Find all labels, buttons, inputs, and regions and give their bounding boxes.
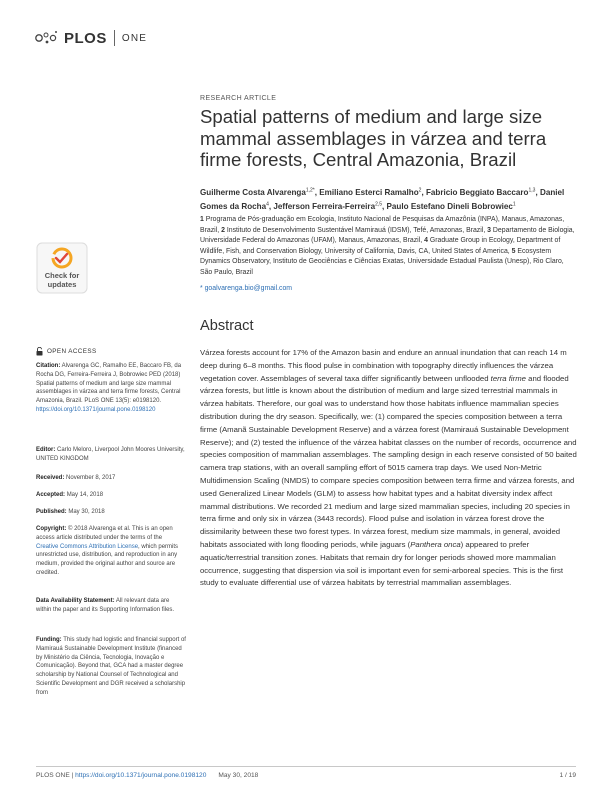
affiliation-number: 1: [200, 216, 204, 223]
accepted-block: [36, 491, 186, 500]
open-access-label: OPEN ACCESS: [36, 347, 97, 356]
received-block: [36, 474, 186, 483]
author[interactable]: Jefferson Ferreira-Ferreira$^{2,5}$,: [273, 201, 387, 212]
footer-separator: |: [69, 772, 76, 779]
affiliation-number: 3: [487, 226, 491, 234]
author[interactable]: Daniel Gomes da Rocha$^4$,: [200, 187, 565, 212]
received-label: Received:: [36, 475, 65, 481]
author[interactable]: Paulo Estefano Dineli Bobrowiec$^1$: [386, 201, 516, 212]
funding-label: Funding:: [36, 637, 62, 643]
logo-subtext: ONE: [121, 32, 148, 44]
funding-text: This study had logistic and financial support of Mamirauá Sustainable Development Institute (financed by Ministério da Ciência, Tecnologia, Inovação e Comunicação). Beyond that, GCA had a master degree scholarship by National Counsel of Technological and Scientific Development and DGR received a scholarship from: [36, 637, 186, 696]
affiliation-text: Graduate Group in Ecology, Department of Wildlife, Fish, and Conservation Biology, University of California, Davis, CA, United States of America,: [200, 237, 561, 255]
logo-text: PLOS: [64, 29, 107, 47]
footer-divider: [36, 766, 576, 767]
editor-block: [36, 446, 186, 464]
open-lock-icon: [36, 347, 43, 356]
abstract-body: Várzea forests account for 17% of the Amazon basin and endure an annual inundation that can reach 14 m deep during 6–8 months. This flood pulse in combination with topography directly influences the várzea vegetation cover. Assemblages of several taxa differ significantly between unflooded terra firme and flooded várzea forests, but little is known about the distribution of medium and large sized terrestrial mammals in várzea habitats. Therefore, our goal was to understand how those habitats influence mammalian species distribution during the dry season. Specifically, we: (1) compared the species composition between a terra firme (Amanã Sustainable Development Reserve) and a várzea forest (Mamirauá Sustainable Development Reserve); and (2) tested the influence of the várzea habitat classes on the number of records, occurrence and species composition of mammalian assemblages. The sampling design in each reserve consisted of 50 baited camera trap stations, with an overall sampling effort of 5015 camera trap days. We used Non-Metric Multidimension Scaling (NMDS) to compare species composition between terra firme and várzea forests, and used Generalized Linear Models (GLM) to assess how habitat types and a habitat diversity index affect mammal distributions. We recorded 21 medium and large sized mammalian species, including 20 species in terra firme and only six in várzea (3443 records). Flood pulse and isolation in várzea forest drove the dissimilarity between these two forest types. In várzea forest, medium size mammals, in general, avoided habitats associated with long flooding periods, while jaguars (Panthera onca) appeared to prefer aquatic/terrestrial transition zones. Habitats that remain dry for longer periods showed more mammalian occurrence, suggesting that dispersion via soil is important even for semi-arboreal species. This is the first study to evaluate differential use of várzea habitats by terrestrial mammalian assemblages.: [200, 348, 577, 588]
citation-text: Alvarenga GC, Ramalho EE, Baccaro FB, da Rocha DG, Ferreira-Ferreira J, Bobrowiec PED (2018) Spatial patterns of medium and large size mammal assemblages in várzea and terra firme forests, Central Amazonia, Brazil. PLoS ONE 13(5): e0198120.: [36, 363, 182, 405]
accepted-label: Accepted:: [36, 492, 66, 498]
author[interactable]: Fabricio Beggiato Baccaro$^{1,3}$,: [425, 187, 540, 197]
check-updates-line2: updates: [47, 280, 77, 289]
copyright-label: Copyright:: [36, 526, 67, 532]
affiliations: [200, 215, 575, 279]
data-availability-block: [36, 597, 186, 615]
affiliation-text: Instituto de Desenvolvimento Sustentável Mamirauá (IDSM), Tefé, Amazonas, Brazil,: [226, 226, 486, 234]
editor-label: Editor:: [36, 447, 56, 453]
affiliation-text: Programa de Pós-graduação em Ecologia, Instituto Nacional de Pesquisas da Amazônia (INPA), Manaus, Amazonas, Brazil,: [200, 216, 565, 234]
affiliation-number: 5: [511, 247, 516, 255]
check-for-updates-badge[interactable]: [36, 242, 88, 294]
plos-logo: [34, 26, 147, 50]
check-for-updates-icon: [36, 242, 88, 294]
author[interactable]: Guilherme Costa Alvarenga$^{1,2*}$,: [200, 187, 320, 197]
accepted-date: May 14, 2018: [66, 492, 104, 498]
published-label: Published:: [36, 509, 67, 515]
data-availability-label: Data Availability Statement:: [36, 598, 115, 604]
license-link[interactable]: Creative Commons Attribution License: [36, 543, 139, 550]
author[interactable]: Emiliano Esterci Ramalho$^2$,: [319, 187, 426, 197]
funding-block: [36, 636, 186, 698]
citation-block: [36, 362, 186, 415]
check-updates-line1: Check for: [44, 271, 80, 280]
copyright-block: Copyright: © 2018 Alvarenga et al. This is an open access article distributed under the terms of the Creative Commons Attribution License, which permits unrestricted use, distribution, and reproduction in any medium, provided the original author and source are credited.: [36, 526, 179, 576]
page-footer: [36, 772, 576, 779]
received-date: November 8, 2017: [66, 475, 116, 481]
footer-journal: PLOS ONE: [36, 772, 70, 779]
footer-doi-link[interactable]: https://doi.org/10.1371/journal.pone.0198120: [75, 772, 207, 779]
published-date: May 30, 2018: [68, 509, 105, 515]
author-list: [200, 184, 585, 213]
corresponding-email[interactable]: * goalvarenga.bio@gmail.com: [200, 285, 293, 292]
data-availability-text: All relevant data are within the paper and its Supporting Information files.: [36, 598, 175, 613]
affiliation-text: Departamento de Biologia, Universidade Federal do Amazonas (UFAM), Manaus, Amazonas, Brazil,: [200, 226, 575, 245]
abstract-heading: Abstract: [200, 318, 254, 334]
affiliation-number: 2: [221, 226, 225, 234]
article-type: RESEARCH ARTICLE: [200, 95, 277, 102]
footer-date: May 30, 2018: [218, 772, 259, 779]
article-title: Spatial patterns of medium and large size mammal assemblages in várzea and terra firme forests, Central Amazonia, Brazil: [200, 106, 547, 170]
published-block: [36, 508, 186, 517]
editor-text: Carlo Meloro, Liverpool John Moores University, UNITED KINGDOM: [36, 447, 185, 462]
affiliation-text: Ecosystem Dynamics Observatory, Instituto de Geociências e Ciências Exatas, Universidade Estadual Paulista (Unesp), Rio Claro, São Paulo, Brazil: [200, 247, 564, 276]
page-number: 1 / 19: [559, 772, 576, 779]
citation-doi-link[interactable]: https://doi.org/10.1371/journal.pone.0198120: [36, 406, 156, 413]
citation-label: Citation:: [36, 363, 61, 369]
plos-logo-icon: [34, 29, 60, 47]
logo-divider: [114, 30, 115, 46]
affiliation-number: 4: [424, 237, 428, 245]
